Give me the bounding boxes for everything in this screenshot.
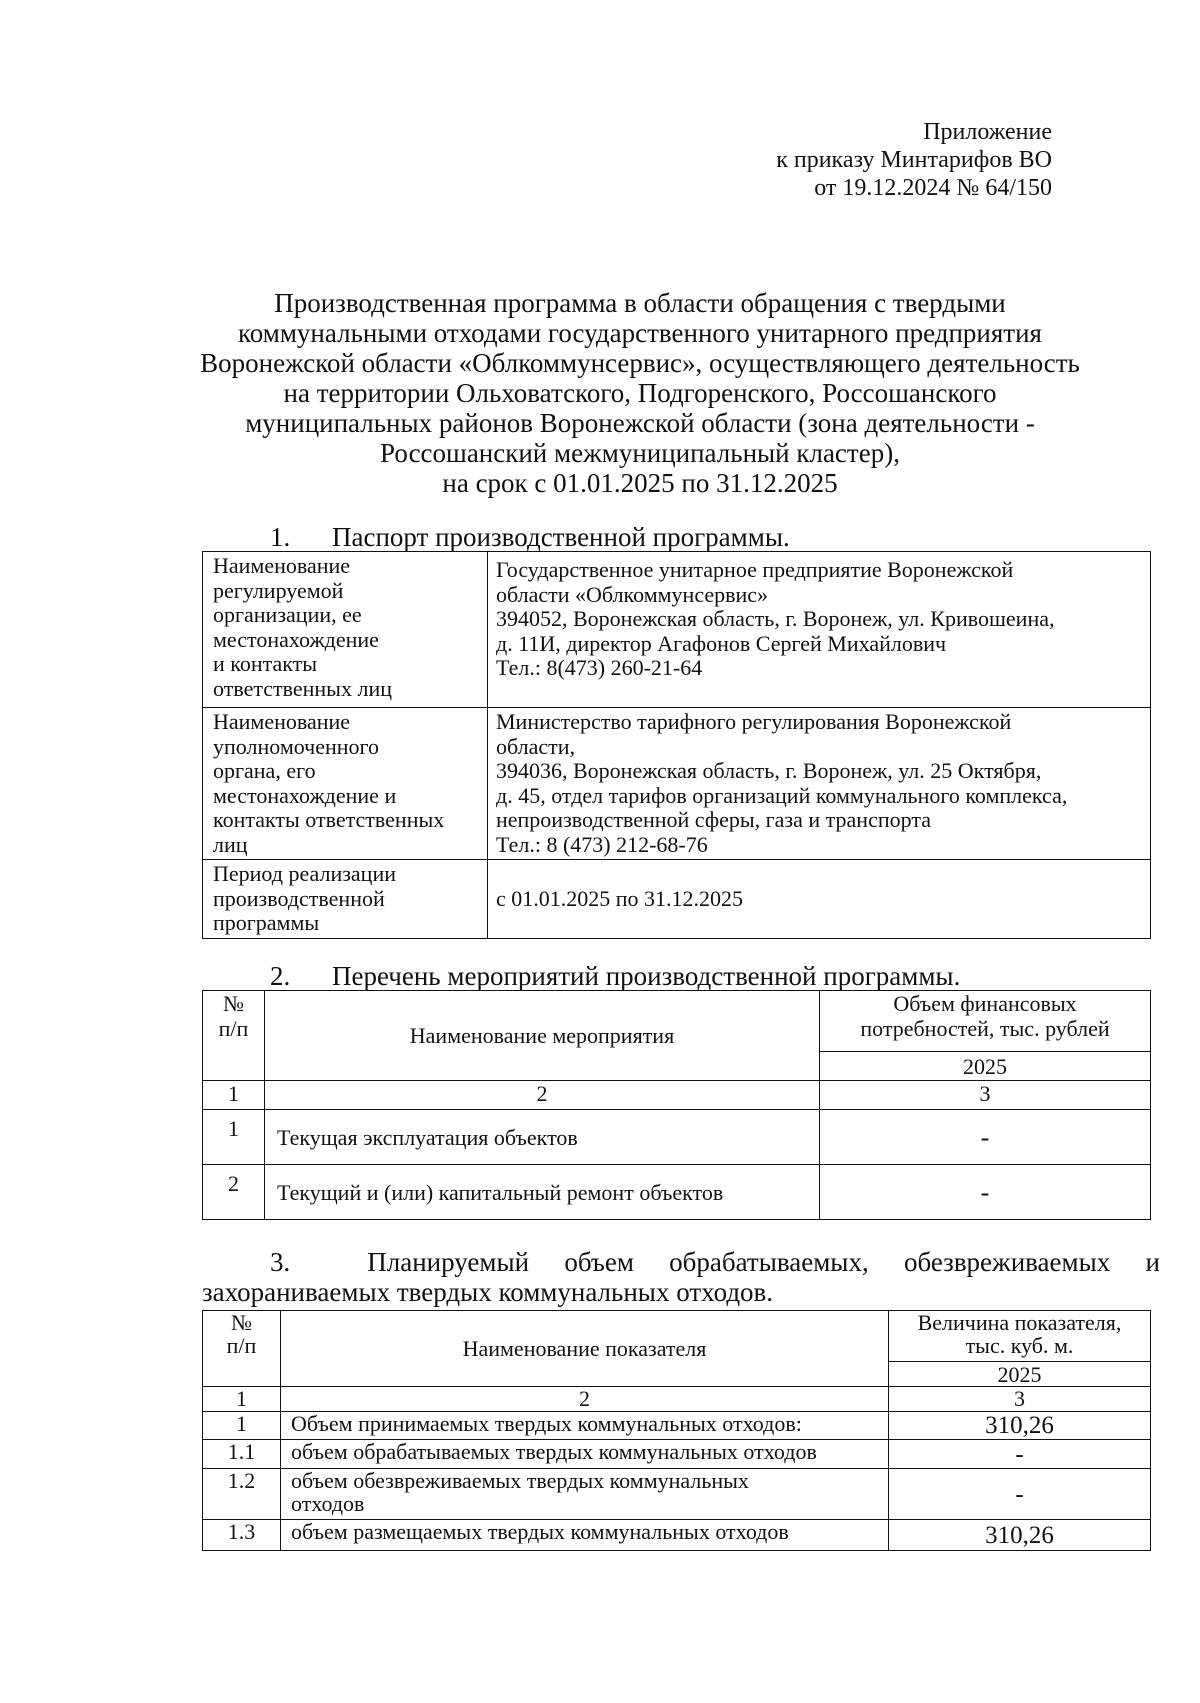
table-row — [203, 1469, 1151, 1520]
index-cell: 3 — [820, 1081, 1151, 1110]
section2-title: Перечень мероприятий производственной программы. — [332, 961, 961, 991]
cell-line: Наименование — [213, 553, 351, 578]
section3-number: 3. — [270, 1247, 291, 1277]
measures-table — [202, 990, 1151, 1220]
cell-line: лиц — [213, 831, 248, 857]
appendix-order-date: от 19.12.2024 № 64/150 — [814, 175, 1052, 201]
year-header: 2025 — [889, 1362, 1151, 1387]
cell-line: области «Облкоммунсервис» — [496, 581, 769, 607]
cell-line: Министерство тарифного регулирования Воронежской — [496, 709, 1012, 734]
section3-word: Планируемый — [367, 1247, 530, 1277]
section2-heading — [270, 961, 960, 991]
indicator-value: - — [889, 1469, 1151, 1520]
cell-line: местонахождение и — [213, 782, 397, 808]
cell-line: потребностей, тыс. рублей — [860, 1016, 1110, 1041]
cell-line: объем обрабатываемых твердых коммунальных отходов — [291, 1439, 817, 1464]
measure-name: Текущая эксплуатация объектов — [265, 1110, 820, 1165]
table-row — [203, 860, 1151, 939]
row-number: 1.2 — [203, 1469, 281, 1520]
measure-value: - — [820, 1110, 1151, 1165]
row-number: 1 — [203, 1412, 281, 1440]
cell-line: Тел.: 8(473) 260-21-64 — [496, 655, 703, 680]
cell-line: д. 11И, директор Агафонов Сергей Михайлович — [496, 630, 947, 656]
cell-line: № — [223, 991, 244, 1016]
indicator-value: 310,26 — [889, 1520, 1151, 1551]
cell-line: д. 45, отдел тарифов организаций коммунального комплекса, — [496, 782, 1068, 808]
indicator-name — [281, 1412, 889, 1440]
cell-line: местонахождение — [213, 626, 379, 652]
table-row — [203, 1440, 1151, 1469]
indicator-value: - — [889, 1440, 1151, 1469]
section3-word: и — [1145, 1247, 1160, 1277]
table-row — [203, 1165, 1151, 1220]
cell-line: № — [231, 1310, 252, 1335]
table-row — [203, 1412, 1151, 1440]
cell-line: области, — [496, 733, 576, 759]
appendix-order-ref: к приказу Минтарифов ВО — [776, 147, 1052, 173]
row-number: 2 — [203, 1165, 265, 1220]
measure-value: - — [820, 1165, 1151, 1220]
cell-line: п/п — [218, 1016, 249, 1041]
title-line: коммунальными отходами государственного унитарного предприятия — [238, 318, 1042, 348]
cell-line: органа, его — [213, 758, 316, 783]
indicator-name — [281, 1469, 889, 1520]
cell-line: тыс. куб. м. — [965, 1333, 1074, 1358]
title-line: на срок с 01.01.2025 по 31.12.2025 — [442, 468, 838, 498]
table-index-row — [203, 1387, 1151, 1412]
measure-name: Текущий и (или) капитальный ремонт объектов — [265, 1165, 820, 1220]
passport-value-cell — [488, 860, 1151, 939]
index-cell: 1 — [203, 1081, 265, 1110]
section3-word: обезвреживаемых — [903, 1247, 1111, 1277]
cell-line: объем размещаемых твердых коммунальных отходов — [291, 1519, 789, 1544]
cell-line: программы — [213, 910, 320, 935]
indicator-value: 310,26 — [889, 1412, 1151, 1440]
title-line: Воронежской области «Облкоммунсервис», осуществляющего деятельность — [200, 348, 1080, 378]
cell-line: с 01.01.2025 по 31.12.2025 — [496, 886, 744, 912]
passport-value-cell — [488, 708, 1151, 860]
year-header: 2025 — [820, 1052, 1151, 1081]
cell-line: ответственных лиц — [213, 675, 392, 701]
title-line: Россошанский межмуниципальный кластер), — [380, 438, 900, 468]
row-number: 1.3 — [203, 1520, 281, 1551]
cell-line: Объем принимаемых твердых коммунальных отходов: — [291, 1411, 802, 1436]
table-row — [203, 1110, 1151, 1165]
index-cell: 3 — [889, 1387, 1151, 1412]
col-name-header: Наименование мероприятия — [265, 991, 820, 1081]
index-cell: 1 — [203, 1387, 281, 1412]
passport-value-cell — [488, 552, 1151, 708]
cell-line: Наименование — [213, 709, 351, 734]
section3-word: объем — [564, 1247, 634, 1277]
cell-line: 394036, Воронежская область, г. Воронеж, ул. 25 Октября, — [496, 758, 1042, 783]
indicator-name — [281, 1520, 889, 1551]
cell-line: уполномоченного — [213, 733, 380, 759]
cell-line: Государственное унитарное предприятие Воронежской — [496, 557, 1014, 582]
passport-table — [202, 551, 1151, 939]
cell-line: 394052, Воронежская область, г. Воронеж, ул. Кривошеина, — [496, 606, 1055, 631]
col-name-header: Наименование показателя — [281, 1311, 889, 1387]
table-row — [203, 1520, 1151, 1551]
title-line: на территории Ольховатского, Подгоренского, Россошанского — [283, 378, 997, 408]
passport-label-cell — [203, 860, 488, 939]
cell-line: и контакты — [213, 651, 318, 676]
section3-heading — [202, 1247, 1160, 1307]
appendix-header — [776, 118, 1052, 202]
cell-line: объем обезвреживаемых твердых коммунальных — [291, 1468, 749, 1493]
cell-line: регулируемой — [213, 577, 344, 603]
cell-line: Объем финансовых — [893, 991, 1077, 1016]
col-num-header — [203, 991, 265, 1081]
col-value-header — [820, 991, 1151, 1052]
cell-line: отходов — [291, 1491, 365, 1516]
section3-word: обрабатываемых, — [669, 1247, 869, 1277]
section1-title: Паспорт производственной программы. — [332, 522, 790, 552]
row-number: 1.1 — [203, 1440, 281, 1469]
table-header-row — [203, 991, 1151, 1052]
cell-line: п/п — [226, 1333, 257, 1358]
index-cell: 2 — [265, 1081, 820, 1110]
title-line: муниципальных районов Воронежской области (зона деятельности - — [245, 408, 1035, 438]
row-number: 1 — [203, 1110, 265, 1165]
section1-number: 1. — [270, 522, 291, 552]
section1-heading — [270, 522, 790, 552]
indicators-table — [202, 1310, 1151, 1551]
table-row — [203, 552, 1151, 708]
col-value-header — [889, 1311, 1151, 1362]
appendix-label: Приложение — [923, 119, 1052, 145]
section2-number: 2. — [270, 961, 291, 991]
table-row — [203, 708, 1151, 860]
section3-title-line2: захораниваемых твердых коммунальных отходов. — [202, 1277, 774, 1307]
title-line: Производственная программа в области обращения с твердыми — [274, 288, 1006, 318]
cell-line: организации, ее — [213, 602, 362, 627]
cell-line: непроизводственной сферы, газа и транспорта — [496, 807, 931, 832]
indicator-name — [281, 1440, 889, 1469]
document-title — [190, 288, 1090, 498]
cell-line: Период реализации — [213, 861, 397, 886]
cell-line: Величина показателя, — [917, 1310, 1122, 1335]
cell-line: производственной — [213, 885, 385, 911]
index-cell: 2 — [281, 1387, 889, 1412]
cell-line: Тел.: 8 (473) 212-68-76 — [496, 831, 708, 857]
table-header-row — [203, 1311, 1151, 1362]
passport-label-cell — [203, 708, 488, 860]
table-index-row — [203, 1081, 1151, 1110]
cell-line: контакты ответственных — [213, 807, 445, 832]
passport-label-cell — [203, 552, 488, 708]
col-num-header — [203, 1311, 281, 1387]
